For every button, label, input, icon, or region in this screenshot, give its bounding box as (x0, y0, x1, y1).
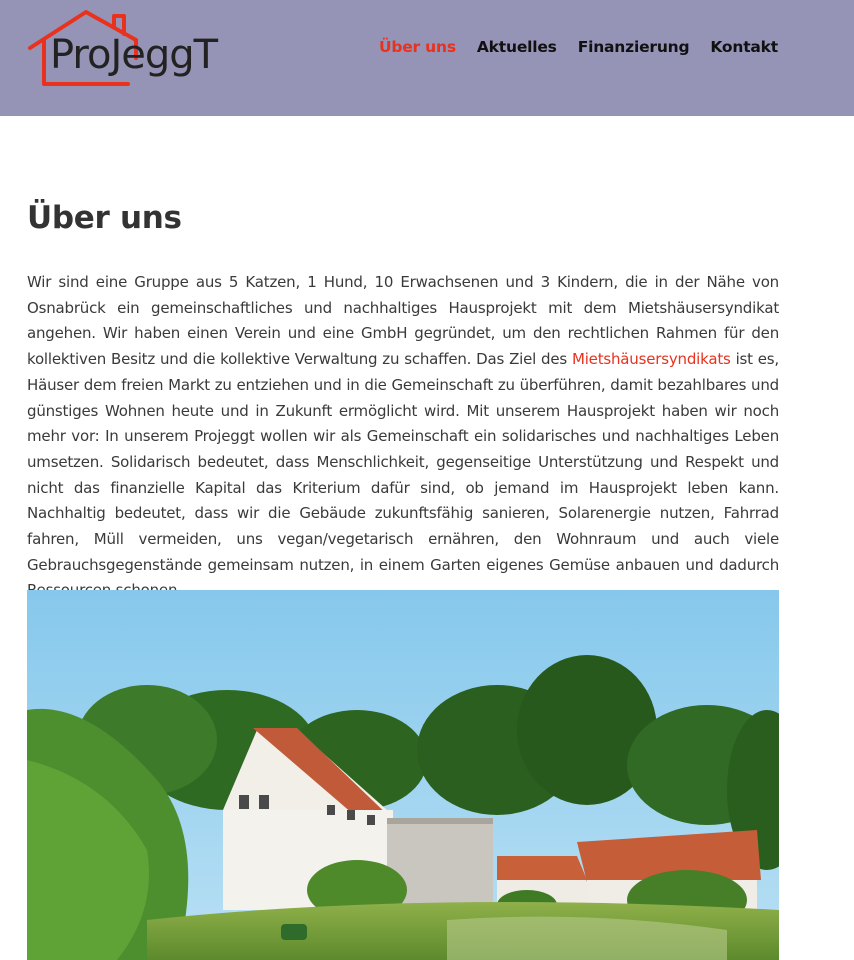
main-nav (379, 38, 778, 56)
nav-item-ueber-uns[interactable]: Über uns (378, 38, 456, 56)
main-content (27, 200, 779, 604)
house-photo (27, 590, 779, 960)
house-photo-image (27, 590, 779, 960)
intro-paragraph (27, 270, 779, 604)
page-title: Über uns (27, 200, 182, 236)
nav-item-kontakt[interactable]: Kontakt (710, 38, 778, 56)
site-header (0, 0, 854, 116)
nav-item-aktuelles[interactable]: Aktuelles (476, 38, 557, 56)
site-logo[interactable] (26, 8, 218, 90)
intro-text-end: ist es, Häuser dem freien Markt zu entziehen und in die Gemeinschaft zu überführen, damit bezahlbares und günstiges Wohnen heute und in Zukunft ermöglicht wird. Mit unserem Hausprojekt haben wir noch mehr vor: In unserem Projeggt wollen wir als Gemeinschaft ein solidarisches und nachhaltiges Leben umsetzen. Solidarisch bedeutet, dass Menschlichkeit, gegenseitige Unterstützung und Respekt und nicht das finanzielle Kapital das Kriterium dafür sind, ob jemand im Hausprojekt leben kann. Nachhaltig bedeutet, dass wir die Gebäude zukunftsfähig sanieren, Solarenergie nutzen, Fahrrad fahren, Müll vermeiden, uns vegan/vegetarisch ernähren, den Wohnraum und auch viele Gebrauchsgegenstände gemeinsam nutzen, in einem Garten eigenes Gemüse anbauen und dadurch (27, 350, 779, 574)
logo-wordmark: ProJeggT (50, 32, 218, 78)
mietshaeusersyndikat-link[interactable]: Mietshäusersyndikats (571, 350, 731, 369)
intro-text-start: Wir sind eine Gruppe aus 5 Katzen, 1 Hund, 10 Erwachsenen und 3 Kindern, die in der Nähe von Osnabrück ein gemeinschaftliches und nachhaltiges Hausprojekt mit dem Mietshäusersyndikat angehen. Wir haben einen Verein und eine GmbH gegründet, um den rechtlichen Rahmen für den kollektiven Besitz und die kollektive Verwaltung zu schaffen. Das Ziel des (27, 273, 779, 369)
nav-item-finanzierung[interactable]: Finanzierung (577, 38, 690, 56)
